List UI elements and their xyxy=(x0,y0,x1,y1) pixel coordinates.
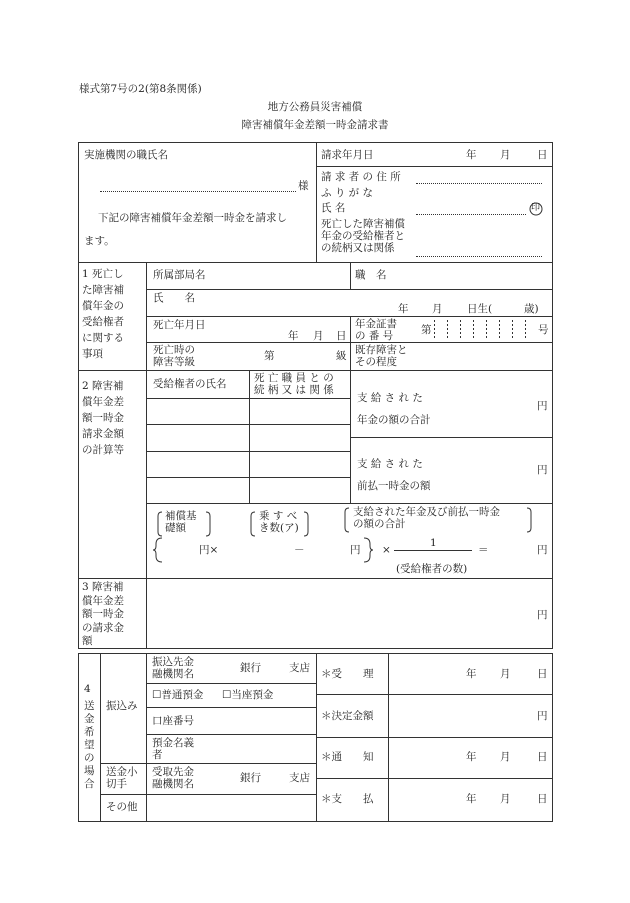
deceased-name-label: 氏 名 xyxy=(153,292,195,304)
birth-year: 年 xyxy=(398,303,409,315)
date-label: 請求年月日 xyxy=(321,149,374,161)
ordinary-deposit-checkbox[interactable]: ☐普通預金 xyxy=(152,689,204,701)
formula-times: × xyxy=(382,544,391,556)
cert-go: 号 xyxy=(538,324,549,336)
formula-yen-times: 円× xyxy=(199,544,219,556)
formula-equals: ＝ xyxy=(478,544,489,556)
sama-label: 様 xyxy=(298,180,309,192)
birth-day: 日生( xyxy=(467,303,493,315)
form-title-line1: 地方公務員災害補償 xyxy=(267,101,363,113)
relation-header: 死 亡 職 員 と の 続 柄 又 は 関 係 xyxy=(254,372,334,396)
paid-label: ＊支 払 xyxy=(321,793,374,805)
grade-kyu: 級 xyxy=(336,350,347,362)
grade-dai: 第 xyxy=(264,350,275,362)
paid-pension-yen: 円 xyxy=(537,400,548,412)
form-number: 様式第7号の2(第8条関係) xyxy=(79,83,202,95)
death-day: 日 xyxy=(336,330,347,342)
death-date-label: 死亡年月日 xyxy=(153,319,206,331)
birth-month: 月 xyxy=(432,303,443,315)
formula-numerator: 1 xyxy=(430,537,437,549)
sec4-number: 4 xyxy=(84,683,91,695)
received-day: 日 xyxy=(537,668,548,680)
received-label: ＊受 理 xyxy=(321,668,374,680)
decided-amount-yen: 円 xyxy=(537,710,548,722)
name-label: 氏 名 xyxy=(321,202,346,214)
address-field[interactable] xyxy=(416,183,542,184)
name-field[interactable] xyxy=(416,214,526,215)
dept-label: 所属部局名 xyxy=(153,269,206,281)
formula-yen: 円 xyxy=(350,544,361,556)
pension-cert-label: 年金証書 の 番 号 xyxy=(355,318,397,342)
check-label: 送金小 切手 xyxy=(106,766,138,790)
receive-bank-label-bank: 銀行 xyxy=(240,772,261,784)
request-text-line2: ます。 xyxy=(84,235,115,247)
notified-label: ＊通 知 xyxy=(321,751,374,763)
grade-label: 死亡時の 障害等級 xyxy=(153,344,195,368)
receive-branch-label: 支店 xyxy=(289,772,310,784)
bank-label: 銀行 xyxy=(240,662,261,674)
form-title-line2: 障害補償年金差額一時金請求書 xyxy=(241,119,389,131)
post-label: 職 名 xyxy=(355,269,387,281)
date-year: 年 xyxy=(466,149,477,161)
seal-mark: 印 xyxy=(531,203,541,213)
org-label: 実施機関の職氏名 xyxy=(84,149,168,161)
current-deposit-checkbox[interactable]: ☐当座預金 xyxy=(222,689,274,701)
death-year: 年 xyxy=(288,330,299,342)
org-field[interactable] xyxy=(100,191,296,192)
notified-year: 年 xyxy=(466,751,477,763)
formula-total: 支給された年金及び前払一時金 の額の合計 xyxy=(353,506,500,530)
sec4-label: 送金希望の場合 xyxy=(84,700,95,790)
request-text-line1: 下記の障害補償年金差額一時金を請求し xyxy=(98,212,287,224)
paid-day: 日 xyxy=(537,793,548,805)
paid-pension-label: 支 給 さ れ た 年金の額の合計 xyxy=(357,392,431,426)
receive-bank-label: 受取先金 融機関名 xyxy=(152,766,194,790)
formula-multiplier: 乗 す べ き数(ア) xyxy=(259,510,299,534)
received-year: 年 xyxy=(466,668,477,680)
paid-prepay-label: 支 給 さ れ た 前払一時金の額 xyxy=(357,458,431,492)
sec3-label: 3 障害補 償年金差 額一時金 の請求金 額 xyxy=(82,581,124,647)
relation-field[interactable] xyxy=(416,256,542,257)
formula-minus: － xyxy=(294,544,305,556)
branch-label: 支店 xyxy=(289,662,310,674)
bank-name-label: 振込先金 融機関名 xyxy=(152,656,194,680)
date-day: 日 xyxy=(537,149,548,161)
sec2-label: 2 障害補 償年金差 額一時金 請求金額 の計算等 xyxy=(82,380,124,456)
death-month: 月 xyxy=(313,330,324,342)
beneficiary-name-header: 受給権者の氏名 xyxy=(153,378,227,390)
age-label: 歳) xyxy=(524,303,539,315)
paid-month: 月 xyxy=(500,793,511,805)
address-label: 請 求 者 の 住 所 xyxy=(321,171,401,183)
furigana-label: ふ り が な xyxy=(321,187,374,199)
received-month: 月 xyxy=(500,668,511,680)
sec3-yen: 円 xyxy=(537,609,548,621)
paid-year: 年 xyxy=(466,793,477,805)
paid-prepay-yen: 円 xyxy=(537,464,548,476)
decided-amount-label: ＊決定金額 xyxy=(321,710,374,722)
date-month: 月 xyxy=(500,149,511,161)
notified-month: 月 xyxy=(500,751,511,763)
formula-base: 補償基 礎額 xyxy=(165,510,197,534)
notified-day: 日 xyxy=(537,751,548,763)
transfer-label: 振込み xyxy=(106,700,138,712)
sec1-label: 1 死亡し た障害補 償年金の 受給権者 に関する 事項 xyxy=(82,268,124,360)
formula-result-yen: 円 xyxy=(537,544,548,556)
account-holder-label: 預金名義 者 xyxy=(152,737,194,761)
formula-denominator: (受給権者の数) xyxy=(396,563,468,575)
cert-dai: 第 xyxy=(421,324,432,336)
relation-label: 死亡した障害補償 年金の受給権者と の続柄又は関係 xyxy=(321,218,405,254)
account-number-label: 口座番号 xyxy=(152,715,194,727)
disability-label: 既存障害と その程度 xyxy=(355,344,408,368)
other-label: その他 xyxy=(106,801,138,813)
